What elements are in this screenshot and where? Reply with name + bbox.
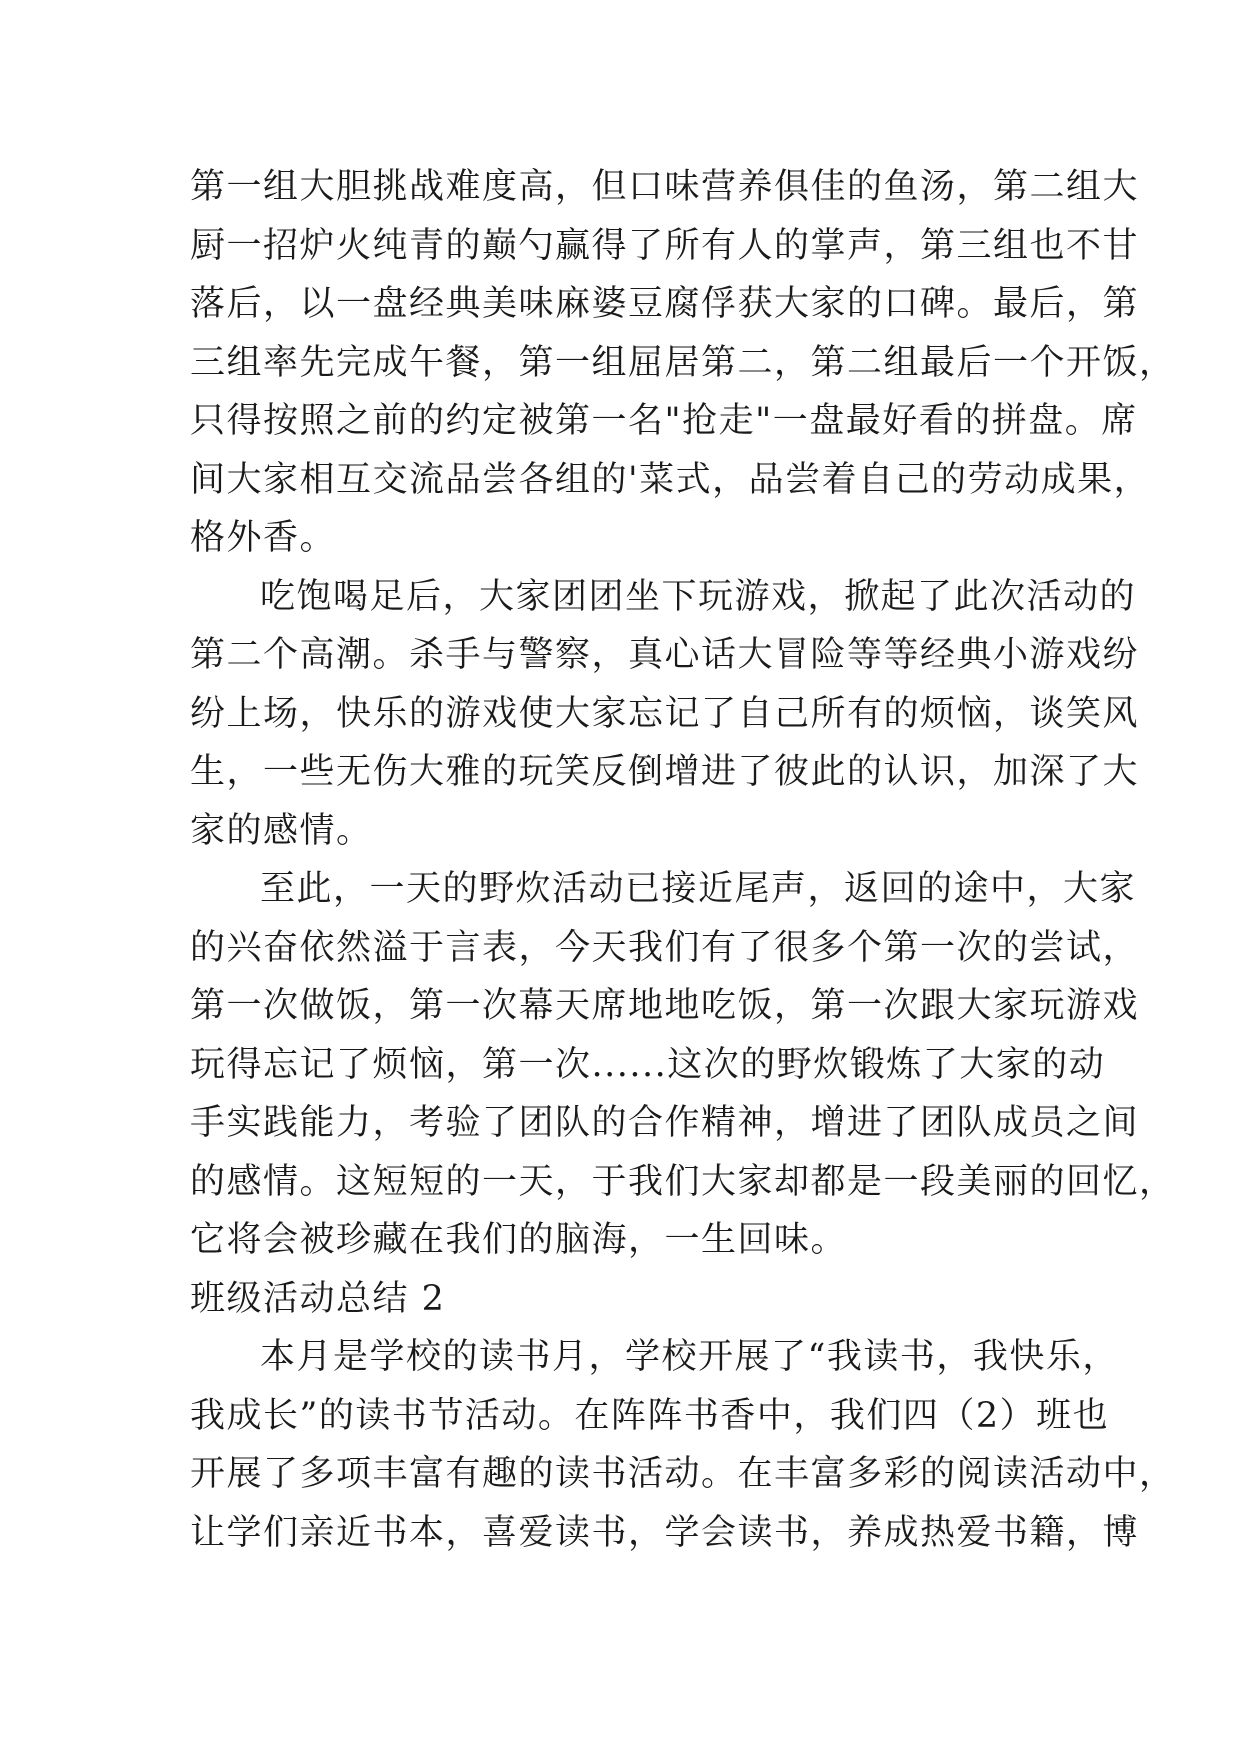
- paragraph-line: 厨一招炉火纯青的巅勺赢得了所有人的掌声，第三组也不甘: [190, 225, 1140, 266]
- section-heading: 班级活动总结 2: [190, 1278, 446, 1319]
- paragraph-line: 第一组大胆挑战难度高，但口味营养俱佳的鱼汤，第二组大: [190, 167, 1140, 207]
- paragraph-line: 的感情。这短短的一天，于我们大家却都是一段美丽的回忆，: [190, 1161, 1176, 1202]
- paragraph-line: 手实践能力，考验了团队的合作精神，增进了团队成员之间: [190, 1103, 1140, 1143]
- paragraph-line: 我成长”的读书节活动。在阵阵书香中，我们四（2）班也: [190, 1395, 1110, 1436]
- paragraph-3: [190, 860, 1176, 1270]
- paragraph-line: 家的感情。: [190, 810, 373, 851]
- paragraph-line: 玩得忘记了烦恼，第一次......这次的野炊锻炼了大家的动: [190, 1044, 1106, 1085]
- paragraph-1: [190, 158, 1176, 568]
- paragraph-line: 只得按照之前的约定被第一名"抢走"一盘最好看的拼盘。席: [190, 401, 1138, 441]
- document-body: [190, 158, 1176, 1562]
- paragraph-line: 三组率先完成午餐，第一组屈居第二，第二组最后一个开饭，: [190, 342, 1176, 383]
- paragraph-4: [190, 1328, 1176, 1562]
- paragraph-line: 的兴奋依然溢于言表，今天我们有了很多个第一次的尝试，: [190, 927, 1140, 968]
- paragraph-line: 纷上场，快乐的游戏使大家忘记了自己所有的烦恼，谈笑风: [190, 693, 1140, 734]
- paragraph-line: 间大家相互交流品尝各组的'菜式，品尝着自己的劳动成果，: [190, 459, 1151, 500]
- paragraph-line: 格外香。: [190, 518, 337, 558]
- paragraph-line: 生，一些无伤大雅的玩笑反倒增进了彼此的认识，加深了大: [190, 752, 1140, 792]
- paragraph-line: 落后，以一盘经典美味麻婆豆腐俘获大家的口碑。最后，第: [190, 284, 1140, 324]
- paragraph-line: 本月是学校的读书月，学校开展了“我读书，我快乐，: [260, 1337, 1119, 1377]
- paragraph-line: 至此，一天的野炊活动已接近尾声，返回的途中，大家: [260, 869, 1137, 909]
- paragraph-line: 让学们亲近书本，喜爱读书，学会读书，养成热爱书籍，博: [190, 1512, 1140, 1553]
- paragraph-line: 开展了多项丰富有趣的读书活动。在丰富多彩的阅读活动中，: [190, 1454, 1176, 1494]
- paragraph-line: 第一次做饭，第一次幕天席地地吃饭，第一次跟大家玩游戏: [190, 986, 1140, 1026]
- paragraph-line: 第二个高潮。杀手与警察，真心话大冒险等等经典小游戏纷: [190, 635, 1140, 675]
- paragraph-line: 吃饱喝足后，大家团团坐下玩游戏，掀起了此次活动的: [260, 576, 1137, 617]
- paragraph-line: 它将会被珍藏在我们的脑海，一生回味。: [190, 1220, 848, 1260]
- paragraph-2: [190, 568, 1140, 861]
